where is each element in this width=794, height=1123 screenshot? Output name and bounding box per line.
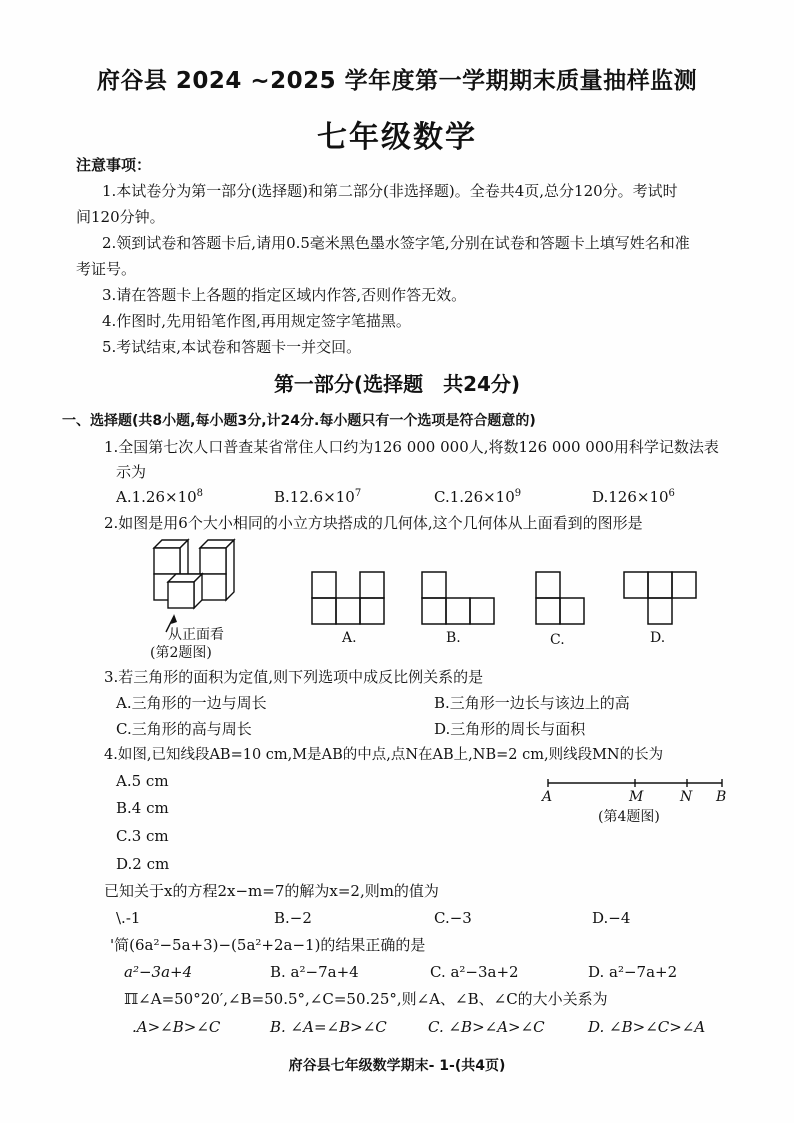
notice-item-2: 2.领到试卷和答题卡后,请用0.5毫米黑色墨水签字笔,分别在试卷和答题卡上填写姓名和准 (102, 234, 690, 252)
q6-option-d: D. a²−7a+2 (588, 963, 678, 981)
q2-option-d-figure (624, 572, 696, 624)
q5-option-d: D.−4 (592, 909, 631, 927)
q5-option-a: \.-1 (116, 909, 141, 927)
exam-title: 府谷县 2024 ~2025 学年度第一学期期末质量抽样监测 (96, 68, 698, 94)
q3-option-c: C.三角形的高与周长 (116, 720, 252, 738)
q2-option-a-figure (312, 572, 384, 624)
q4-point-n: N (680, 789, 693, 805)
q7-stem: ℿ∠A=50°20′,∠B=50.5°,∠C=50.25°,则∠A、∠B、∠C的大小关系为 (124, 990, 608, 1008)
q5-option-b: B.−2 (274, 909, 312, 927)
q1-stem-line2: 示为 (116, 463, 147, 481)
q6-option-c: C. a²−3a+2 (430, 963, 519, 981)
q4-option-c: C.3 cm (116, 827, 169, 845)
q6-option-b: B. a²−7a+4 (270, 963, 359, 981)
notice-item-2-cont: 考证号。 (76, 260, 137, 278)
q6-stem: '简(6a²−5a+3)−(5a²+2a−1)的结果正确的是 (110, 936, 426, 954)
q4-stem: 4.如图,已知线段AB=10 cm,M是AB的中点,点N在AB上,NB=2 cm,则线段MN的长为 (104, 747, 664, 763)
exam-subject: 七年级数学 (317, 120, 477, 155)
q5-stem: 已知关于x的方程2x−m=7的解为x=2,则m的值为 (104, 882, 439, 900)
q1-option-d: $D.126\times 10^6$ (592, 488, 675, 506)
q3-option-a: A.三角形的一边与周长 (116, 694, 267, 712)
q4-point-a: A (542, 789, 553, 805)
q4-point-b: B (716, 789, 727, 805)
q3-stem: 3.若三角形的面积为定值,则下列选项中成反比例关系的是 (104, 668, 484, 686)
q1-stem-line1: 1.全国第七次人口普查某省常住人口约为126 000 000人,将数126 000 000用科学记数法表 (104, 438, 719, 456)
q6-option-a: a²−3a+4 (124, 963, 193, 981)
section-title: 第一部分(选择题 共24分) (273, 372, 521, 396)
q1-option-b: $B.12.6\times 10^7$ (274, 488, 362, 506)
notice-item-1: 1.本试卷分为第一部分(选择题)和第二部分(非选择题)。全卷共4页,总分120分。考试时 (102, 182, 678, 200)
q2-view-label: 从正面看 (168, 627, 224, 643)
q4-option-b: B.4 cm (116, 799, 169, 817)
q2-option-b: B. (446, 630, 461, 646)
notice-item-5: 5.考试结束,本试卷和答题卡一并交回。 (102, 338, 362, 356)
q2-option-d: D. (650, 630, 666, 646)
notice-item-1-cont: 间120分钟。 (76, 208, 165, 226)
q4-option-d: D.2 cm (116, 855, 170, 873)
q2-stem: 2.如图是用6个大小相同的小立方块搭成的几何体,这个几何体从上面看到的图形是 (104, 514, 643, 532)
q5-option-c: C.−3 (434, 909, 472, 927)
section-intro: 一、选择题(共8小题,每小题3分,计24分.每小题只有一个选项是符合题意的) (62, 413, 536, 429)
q2-fig-caption: (第2题图) (150, 645, 212, 661)
q2-option-a: A. (342, 630, 357, 646)
notice-item-4: 4.作图时,先用铅笔作图,再用规定签字笔描黑。 (102, 312, 411, 330)
q1-option-c: $C.1.26\times 10^9$ (434, 488, 522, 506)
q2-option-c: C. (550, 632, 565, 648)
q4-option-a: A.5 cm (116, 772, 169, 790)
q3-option-d: D.三角形的周长与面积 (434, 720, 586, 738)
page-footer: 府谷县七年级数学期末- 1-(共4页) (288, 1058, 506, 1074)
q7-option-a: .A>∠B>∠C (132, 1018, 221, 1036)
q7-option-c: C. ∠B>∠A>∠C (428, 1018, 545, 1036)
notice-heading: 注意事项： (76, 156, 152, 174)
q4-point-m: M (629, 789, 644, 805)
q4-segment-figure (546, 776, 726, 790)
q7-option-b: B. ∠A=∠B>∠C (270, 1018, 387, 1036)
q4-fig-caption: (第4题图) (598, 809, 660, 825)
notice-item-3: 3.请在答题卡上各题的指定区域内作答,否则作答无效。 (102, 286, 467, 304)
q2-option-b-figure (422, 572, 494, 624)
q3-option-b: B.三角形一边长与该边上的高 (434, 694, 630, 712)
q1-option-a: $A.1.26\times 10^8$ (116, 488, 204, 506)
q2-option-c-figure (536, 572, 584, 624)
q7-option-d: D. ∠B>∠C>∠A (588, 1018, 706, 1036)
